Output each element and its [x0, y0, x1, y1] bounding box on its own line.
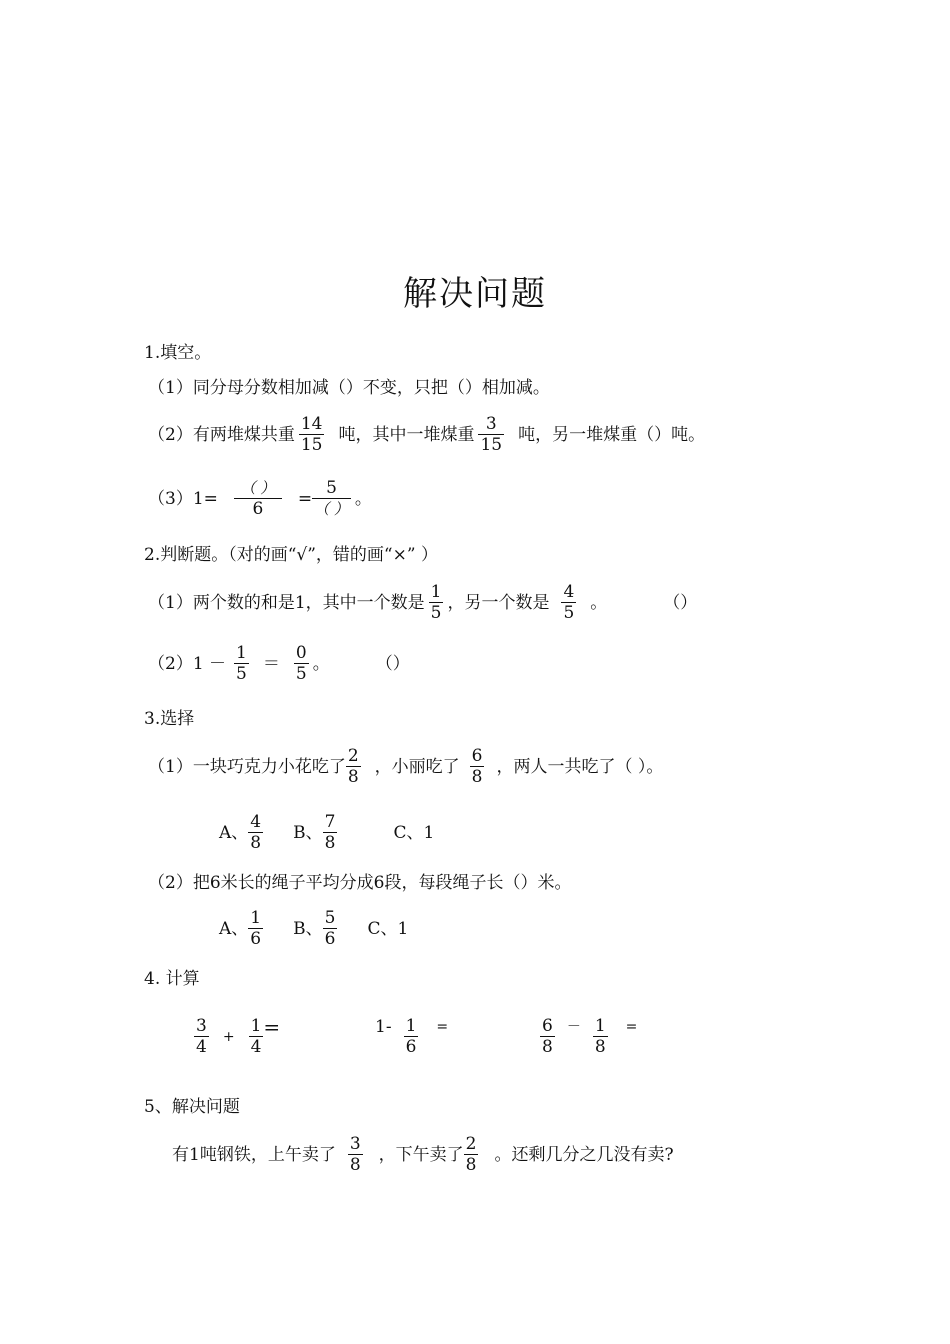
section4-heading: 4. 计算 — [144, 969, 200, 989]
numerator: 1 — [430, 582, 442, 602]
option-b-label: B、 — [293, 822, 323, 843]
calc-pre: 1- — [375, 1017, 392, 1037]
denominator: 8 — [465, 1155, 477, 1175]
s3-question1 — [148, 746, 663, 787]
s3-q1-options — [219, 812, 434, 853]
fraction — [236, 478, 280, 519]
s3-q1-mid: ，小丽吃了 — [374, 756, 460, 777]
fraction — [249, 1016, 264, 1057]
operator: － — [566, 1019, 581, 1035]
calc-expression-2 — [375, 1016, 448, 1057]
s1-question3 — [148, 478, 372, 519]
fraction — [464, 1134, 479, 1175]
denominator: 8 — [471, 767, 483, 787]
fraction — [294, 643, 309, 684]
numerator: 1 — [236, 643, 247, 663]
denominator: 5 — [563, 603, 575, 623]
numerator: 6 — [542, 1016, 553, 1036]
fraction — [540, 1016, 555, 1057]
denominator: 4 — [250, 1037, 262, 1057]
denominator: 8 — [349, 1155, 361, 1175]
denominator: 6 — [324, 929, 336, 949]
denominator: 5 — [295, 664, 307, 684]
numerator: 3 — [196, 1016, 207, 1036]
denominator: 6 — [405, 1037, 417, 1057]
option-c-label: C、1 — [367, 918, 409, 939]
equals: = — [436, 1019, 449, 1035]
denominator: 8 — [347, 767, 359, 787]
section3-heading: 3.选择 — [144, 709, 195, 729]
denominator: 8 — [250, 833, 262, 853]
fraction — [248, 812, 263, 853]
s3-q2-options — [219, 908, 408, 949]
calc-expression-1 — [190, 1016, 280, 1057]
fraction — [404, 1016, 419, 1057]
calc-expression-3 — [536, 1016, 637, 1057]
s2-q2-post: 。 — [312, 653, 330, 674]
numerator: 6 — [471, 746, 483, 766]
s1-q2-pre: （2）有两堆煤共重 — [148, 424, 295, 445]
s1-q3-pre: （3）1= — [148, 488, 218, 509]
denominator: 8 — [324, 833, 336, 853]
s3-q1-post: ，两人一共吃了（ ）。 — [496, 756, 664, 777]
fraction — [194, 1016, 209, 1057]
fraction — [593, 1016, 608, 1057]
s3-question2: （2）把6米长的绳子平均分成6段，每段绳子长（）米。 — [148, 873, 572, 893]
s1-q3-eq: = — [297, 488, 313, 509]
s5-pre: 有1吨钢铁，上午卖了 — [172, 1144, 336, 1165]
denominator: 6 — [250, 929, 262, 949]
s1-q2-mid: 吨，其中一堆煤重 — [338, 424, 475, 445]
numerator: 2 — [347, 746, 359, 766]
s2-q1-pre: （1）两个数的和是1，其中一个数是 — [148, 592, 425, 613]
s5-mid: ，下午卖了 — [378, 1144, 464, 1165]
fraction — [429, 582, 444, 623]
numerator: 1 — [250, 1016, 262, 1036]
numerator: 4 — [563, 582, 575, 602]
answer-paren: （） — [663, 592, 698, 613]
equals: = — [625, 1019, 638, 1035]
s1-q3-post: 。 — [354, 488, 372, 509]
denominator: 4 — [196, 1037, 207, 1057]
s2-q2-eq: ＝ — [262, 653, 280, 674]
numerator: 1 — [250, 908, 262, 928]
numerator: 5 — [324, 908, 336, 928]
fraction — [478, 414, 504, 455]
denominator: 15 — [480, 435, 503, 455]
s2-question2 — [148, 643, 410, 684]
option-b-label: B、 — [293, 918, 323, 939]
numerator: 2 — [465, 1134, 477, 1154]
fraction — [248, 908, 263, 949]
fraction — [561, 582, 576, 623]
section2-heading: 2.判断题。（对的画“√”，错的画“×” ） — [144, 545, 438, 565]
denominator: 5 — [430, 603, 442, 623]
denominator: 6 — [234, 498, 282, 519]
denominator: 8 — [542, 1037, 553, 1057]
fraction — [346, 746, 361, 787]
s2-question1 — [148, 582, 697, 623]
s5-question — [172, 1134, 674, 1175]
equals: = — [263, 1015, 281, 1039]
denominator: （ ） — [314, 500, 349, 518]
s2-q1-mid: ，另一个数是 — [447, 592, 550, 613]
operator: + — [222, 1028, 235, 1045]
fraction — [348, 1134, 363, 1175]
fraction — [323, 812, 338, 853]
s2-q1-post: 。 — [590, 592, 608, 613]
option-c-label: C、1 — [393, 822, 435, 843]
s3-q1-pre: （1）一块巧克力小花吃了 — [148, 756, 346, 777]
numerator: 1 — [405, 1016, 417, 1036]
option-a-label: A、 — [219, 918, 249, 939]
numerator: 5 — [326, 478, 337, 498]
fraction — [234, 643, 249, 684]
numerator: 7 — [324, 812, 336, 832]
page-title: 解决问题 — [403, 274, 547, 314]
numerator: 3 — [485, 414, 497, 434]
fraction — [299, 414, 325, 455]
s2-q2-pre: （2）1 － — [148, 653, 227, 674]
s1-question2 — [148, 414, 705, 455]
numerator: 1 — [594, 1016, 606, 1036]
denominator: 15 — [300, 435, 323, 455]
fraction — [470, 746, 485, 787]
numerator: 3 — [349, 1134, 361, 1154]
s1-question1: （1）同分母分数相加减（）不变，只把（）相加减。 — [148, 378, 550, 398]
section5-heading: 5、解决问题 — [144, 1097, 240, 1117]
fraction — [312, 478, 351, 519]
answer-paren: （） — [375, 653, 410, 674]
denominator: 8 — [594, 1037, 606, 1057]
section1-heading: 1.填空。 — [144, 343, 212, 363]
numerator: 0 — [295, 643, 307, 663]
numerator: 14 — [300, 414, 323, 434]
fraction — [323, 908, 338, 949]
denominator: 5 — [236, 664, 247, 684]
option-a-label: A、 — [219, 822, 249, 843]
s5-post: 。还剩几分之几没有卖? — [494, 1144, 674, 1165]
numerator: 4 — [250, 812, 262, 832]
s1-q2-post: 吨，另一堆煤重（）吨。 — [518, 424, 706, 445]
numerator: （ ） — [240, 479, 276, 497]
